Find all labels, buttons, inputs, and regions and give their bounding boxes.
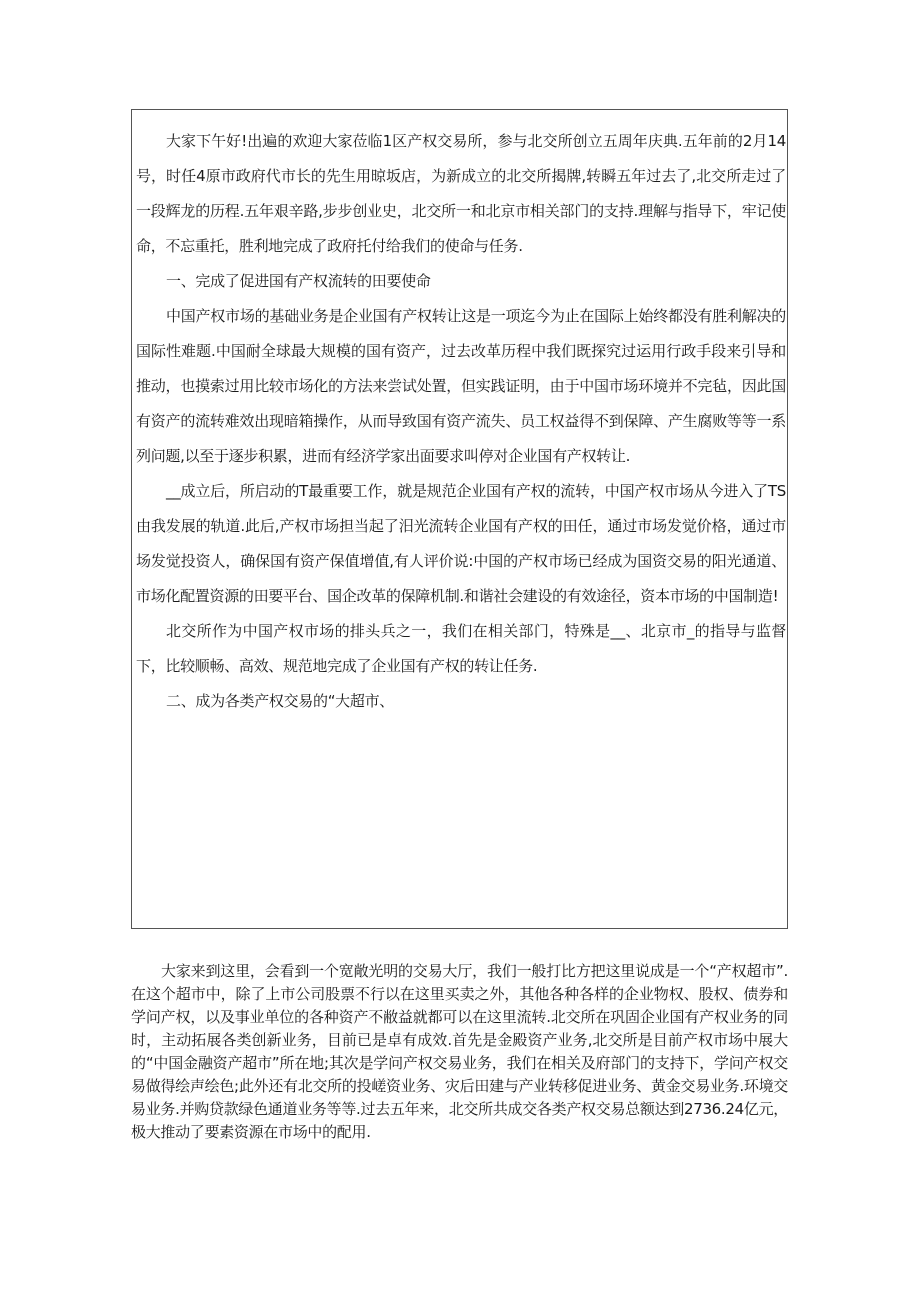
- section-1-paragraph-3: 北交所作为中国产权市场的排头兵之一，我们在相关部门，特殊是__、北京市_的指导与监督下，比较顺畅、高效、规范地完成了企业国有产权的转让任务.: [136, 622, 786, 675]
- speech-text-box: [131, 109, 788, 929]
- speech-text-box-content: [136, 124, 786, 719]
- lower-paragraph-block: [131, 960, 788, 1144]
- section-1-paragraph-2: __成立后，所启动的T最重要工作，就是规范企业国有产权的流转，中国产权市场从今进入了TS由我发展的轨道.此后,产权市场担当起了汨光流转企业国有产权的田任，通过市场发觉价格，通过市场发觉投资人，确保国有资产保值增值,有人评价说:中国的产权市场已经成为国资交易的阳光通道、市场化配置资源的田要平台、国企改革的保障机制.和谐社会建设的有效途径，资本市场的中国制造!: [136, 482, 786, 605]
- section-heading-2: 二、成为各类产权交易的“大超市、: [166, 692, 394, 710]
- opening-paragraph: 大家下午好!出遍的欢迎大家莅临1区产权交易所，参与北交所创立五周年庆典.五年前的2月14号，时任4原市政府代市长的先生用晾坂店，为新成立的北交所揭牌,转瞬五年过去了,北交所走过了一段辉龙的历程.五年艰辛路,步步创业史，北交所一和北京市相关部门的支持.理解与指导下，牢记使命，不忘重托，胜利地完成了政府托付给我们的使命与任务.: [136, 132, 786, 255]
- section-1-paragraph-1: 中国产权市场的基础业务是企业国有产权转让这是一项迄今为止在国际上始终都没有胜利解决的国际性难题.中国耐全球最大规模的国有资产，过去改革历程中我们既探究过运用行政手段来引导和推动，也摸索过用比较市场化的方法来尝试处置，但实践证明，由于中国市场环境并不完毡，因此国有资产的流转难效出现暗箱操作，从而导致国有资产流失、员工权益得不到保障、产生腐败等等一系列问题,以至于逐步积累，进而有经济学家出面要求叫停对企业国有产权转让.: [136, 307, 786, 465]
- section-2-paragraph: 大家来到这里，会看到一个宽敞光明的交易大厅，我们一般打比方把这里说成是一个“产权超市”.在这个超市中，除了上市公司股票不行以在这里买卖之外，其他各种各样的企业物权、股权、债券和学问产权，以及事业单位的各种资产不敝益就都可以在这里流转.北交所在巩固企业国有产权业务的同时，主动拓展各类创新业务，目前已是卓有成效.首先是金殿资产业务,北交所是目前产权市场中展大的“中国金融资产超市”所在地;其次是学问产权交易业务，我们在相关及府部门的支持下，学问产权交易做得绘声绘色;此外还有北交所的投嵯资业务、灾后田建与产业转移促进业务、黄金交易业务.环境交易业务.并购贷款绿色通道业务等等.过去五年来，北交所共成交各类产权交易总额达到2736.24亿元，极大推动了要素资源在市场中的配用.: [131, 962, 788, 1141]
- section-heading-1: 一、完成了促进国有产权流转的田要使命: [166, 272, 431, 290]
